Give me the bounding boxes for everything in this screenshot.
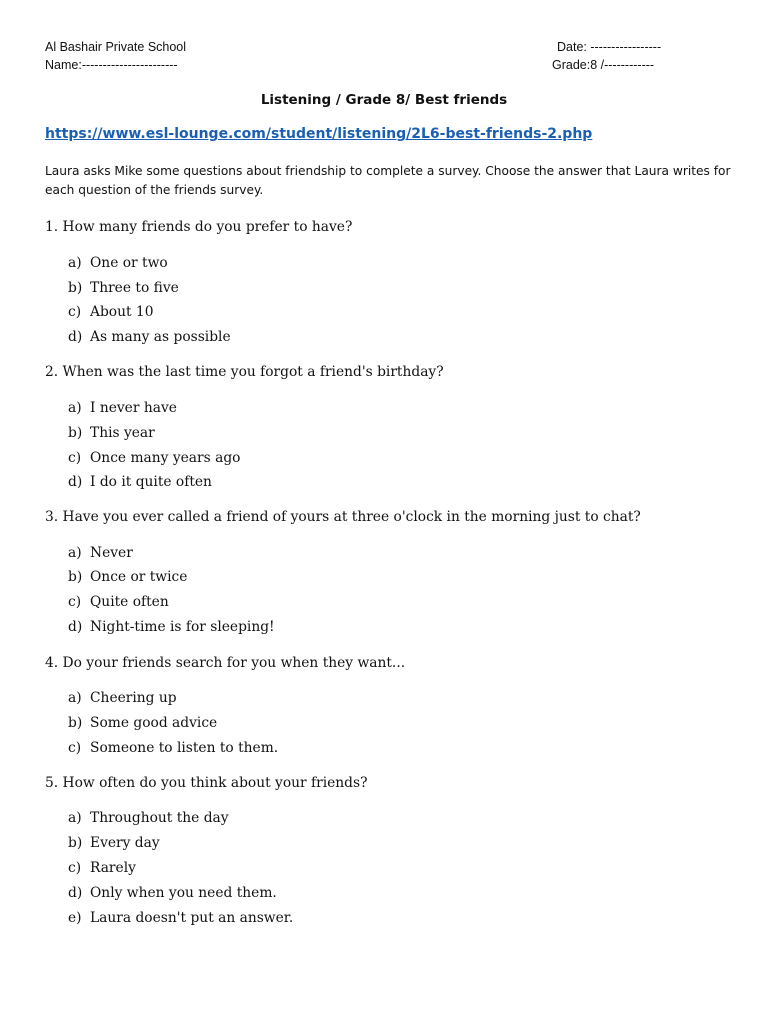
option-text: Some good advice [90, 715, 218, 731]
option-text: About 10 [90, 304, 154, 320]
q5-option-b [68, 835, 160, 851]
option-text: Once or twice [90, 569, 188, 585]
option-letter: a) [68, 400, 82, 416]
option-text: Someone to listen to them. [90, 740, 279, 756]
q2-option-d [68, 474, 212, 490]
question-1: 1. How many friends do you prefer to have? [45, 219, 353, 235]
q5-option-c [68, 860, 136, 876]
header-left [45, 38, 186, 74]
school-name: Al Bashair Private School [45, 40, 187, 54]
option-letter: b) [68, 569, 83, 585]
option-letter: d) [68, 329, 83, 345]
q3-option-d [68, 619, 275, 635]
q5-option-d [68, 885, 277, 901]
option-text: As many as possible [90, 329, 231, 345]
listening-link[interactable]: https://www.esl-lounge.com/student/listening/2L6-best-friends-2.php [45, 126, 593, 142]
header-right [552, 38, 661, 74]
grade-line: Grade:8 /------------ [552, 58, 655, 72]
option-letter: c) [68, 304, 82, 320]
option-letter: b) [68, 280, 83, 296]
option-text: One or two [90, 255, 168, 271]
option-letter: b) [68, 715, 83, 731]
option-text: This year [90, 425, 155, 441]
date-line: Date: ----------------- [557, 40, 662, 54]
q2-option-c [68, 450, 240, 466]
q2-option-a [68, 400, 177, 416]
q4-option-a [68, 690, 177, 706]
q1-option-c [68, 304, 153, 320]
option-text: Throughout the day [90, 810, 229, 826]
option-letter: e) [68, 910, 82, 926]
option-text: Every day [90, 835, 160, 851]
option-text: Never [90, 545, 133, 561]
q3-option-c [68, 594, 169, 610]
option-text: Quite often [90, 594, 169, 610]
q5-option-e [68, 910, 293, 926]
question-2: 2. When was the last time you forgot a friend's birthday? [45, 364, 444, 380]
question-3: 3. Have you ever called a friend of yours at three o'clock in the morning just to chat? [45, 509, 641, 525]
option-text: I never have [90, 400, 177, 416]
option-text: Cheering up [90, 690, 177, 706]
option-letter: a) [68, 255, 82, 271]
option-text: Night-time is for sleeping! [90, 619, 275, 635]
option-text: Three to five [90, 280, 179, 296]
option-letter: c) [68, 594, 82, 610]
q4-option-c [68, 740, 278, 756]
option-letter: b) [68, 425, 83, 441]
q1-option-a [68, 255, 168, 271]
q1-option-d [68, 329, 231, 345]
intro-text: Laura asks Mike some questions about friendship to complete a survey. Choose the answer that Laura writes for each question of the friends survey. [45, 164, 731, 197]
student-name-line: Name:----------------------- [45, 58, 178, 72]
q3-option-a [68, 545, 133, 561]
option-letter: d) [68, 474, 83, 490]
option-letter: d) [68, 619, 83, 635]
question-5: 5. How often do you think about your friends? [45, 775, 368, 791]
q4-option-b [68, 715, 217, 731]
option-text: Once many years ago [90, 450, 241, 466]
option-text: I do it quite often [90, 474, 212, 490]
option-letter: b) [68, 835, 83, 851]
q5-option-a [68, 810, 229, 826]
option-letter: c) [68, 740, 82, 756]
page-title: Listening / Grade 8/ Best friends [260, 92, 508, 108]
option-letter: c) [68, 860, 82, 876]
option-letter: a) [68, 810, 82, 826]
question-4: 4. Do your friends search for you when they want... [45, 655, 406, 671]
option-text: Laura doesn't put an answer. [90, 910, 294, 926]
option-letter: c) [68, 450, 82, 466]
option-letter: a) [68, 545, 82, 561]
q3-option-b [68, 569, 187, 585]
q2-option-b [68, 425, 155, 441]
option-letter: d) [68, 885, 83, 901]
option-text: Only when you need them. [90, 885, 277, 901]
q1-option-b [68, 280, 179, 296]
option-letter: a) [68, 690, 82, 706]
option-text: Rarely [90, 860, 136, 876]
